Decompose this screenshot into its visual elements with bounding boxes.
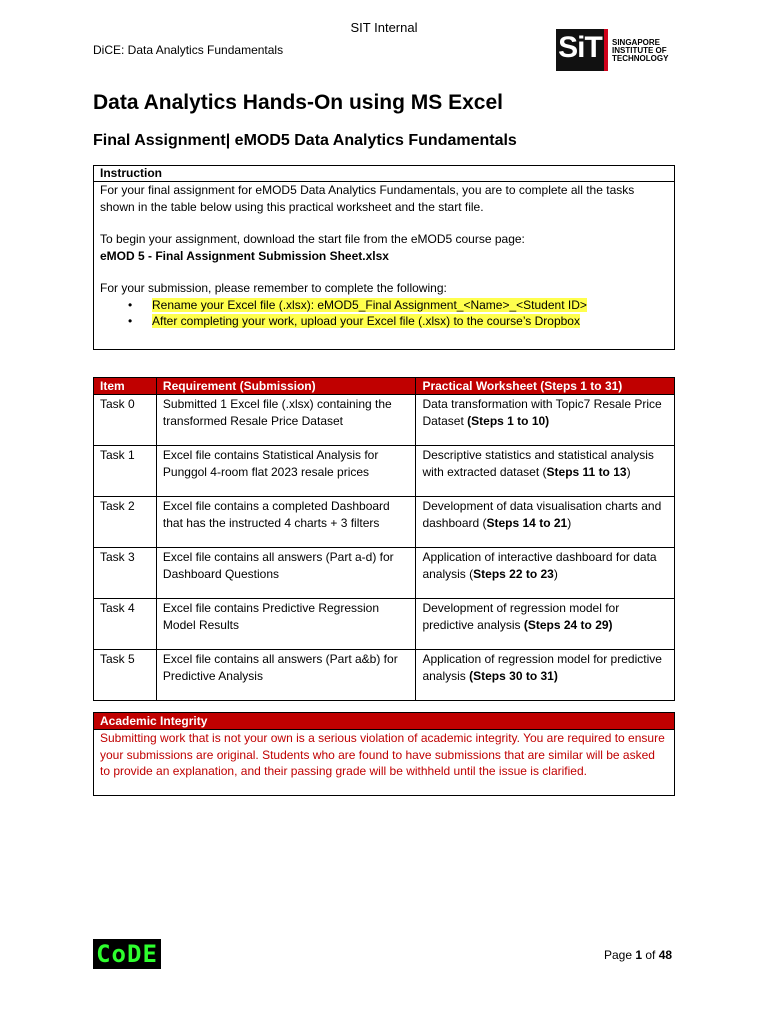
logo-letters: SiT: [558, 31, 602, 64]
task-item: Task 0: [94, 395, 157, 446]
task-worksheet: Descriptive statistics and statistical analysis with extracted dataset (Steps 11 to 13): [416, 446, 675, 497]
instruction-bullet-1: Rename your Excel file (.xlsx): eMOD5_Final Assignment_<Name>_<Student ID>: [152, 297, 587, 312]
header-item: Item: [94, 378, 157, 395]
task-steps: Steps 11 to 13: [546, 464, 627, 479]
task-worksheet: Application of regression model for predictive analysis (Steps 30 to 31): [416, 650, 675, 701]
table-row: [94, 548, 675, 599]
table-row: [94, 497, 675, 548]
task-worksheet: Development of regression model for predictive analysis (Steps 24 to 29): [416, 599, 675, 650]
task-requirement: Excel file contains all answers (Part a-d) for Dashboard Questions: [156, 548, 416, 599]
instruction-paragraph-2: To begin your assignment, download the start file from the eMOD5 course page:: [100, 232, 525, 246]
start-file-name: eMOD 5 - Final Assignment Submission Sheet.xlsx: [100, 248, 389, 263]
task-item: Task 3: [94, 548, 157, 599]
academic-integrity-heading: Academic Integrity: [94, 713, 674, 730]
table-row: [94, 446, 675, 497]
header-worksheet: Practical Worksheet (Steps 1 to 31): [416, 378, 675, 395]
task-steps: Steps 14 to 21: [486, 515, 568, 530]
task-item: Task 2: [94, 497, 157, 548]
task-requirement: Submitted 1 Excel file (.xlsx) containing the transformed Resale Price Dataset: [156, 395, 416, 446]
header-course-name: DiCE: Data Analytics Fundamentals: [93, 43, 284, 57]
document-subtitle: Final Assignment| eMOD5 Data Analytics Fundamentals: [93, 132, 517, 149]
document-title: Data Analytics Hands-On using MS Excel: [93, 91, 503, 114]
task-steps: (Steps 24 to 29): [523, 617, 613, 632]
task-item: Task 5: [94, 650, 157, 701]
page-number: Page 1 of 48: [604, 948, 673, 962]
logo-line-3: TECHNOLOGY: [612, 54, 669, 63]
task-worksheet: Data transformation with Topic7 Resale Price Dataset (Steps 1 to 10): [416, 395, 675, 446]
table-header-row: [94, 378, 675, 395]
academic-integrity-text: Submitting work that is not your own is a serious violation of academic integrity. You are required to ensure your submissions are original. Students who are found to have submissions that are similar will be asked to provide an explanation, and their passing grade will be withheld until the issue is clarified.: [100, 731, 665, 778]
task-item: Task 1: [94, 446, 157, 497]
header-requirement: Requirement (Submission): [156, 378, 416, 395]
table-row: [94, 395, 675, 446]
task-steps: Steps 22 to 23: [473, 566, 554, 581]
task-requirement: Excel file contains a completed Dashboard that has the instructed 4 charts + 3 filters: [156, 497, 416, 548]
header-internal-label: SIT Internal: [350, 20, 418, 35]
instruction-heading: Instruction: [94, 166, 674, 182]
table-row: [94, 650, 675, 701]
instruction-bullet-2: After completing your work, upload your Excel file (.xlsx) to the course’s Dropbox: [152, 314, 580, 328]
instruction-paragraph-3: For your submission, please remember to complete the following:: [100, 281, 447, 295]
sit-logo: [556, 29, 669, 71]
task-requirement: Excel file contains all answers (Part a&b) for Predictive Analysis: [156, 650, 416, 701]
code-logo: CoDE: [93, 939, 161, 969]
task-table: [93, 377, 675, 701]
logo-line-2: INSTITUTE OF: [612, 46, 667, 55]
task-requirement: Excel file contains Statistical Analysis for Punggol 4-room flat 2023 resale prices: [156, 446, 416, 497]
task-worksheet: Application of interactive dashboard for data analysis (Steps 22 to 23): [416, 548, 675, 599]
instruction-paragraph-1: For your final assignment for eMOD5 Data Analytics Fundamentals, you are to complete all the tasks shown in the table below using this practical worksheet and the start file.: [100, 183, 635, 214]
task-steps: (Steps 1 to 10): [467, 413, 550, 428]
task-steps: (Steps 30 to 31): [469, 668, 558, 683]
task-worksheet: Development of data visualisation charts and dashboard (Steps 14 to 21): [416, 497, 675, 548]
task-item: Task 4: [94, 599, 157, 650]
academic-integrity-box: [93, 712, 675, 796]
task-requirement: Excel file contains Predictive Regression Model Results: [156, 599, 416, 650]
table-row: [94, 599, 675, 650]
instruction-box: [93, 165, 675, 350]
logo-line-1: SINGAPORE: [612, 38, 661, 47]
